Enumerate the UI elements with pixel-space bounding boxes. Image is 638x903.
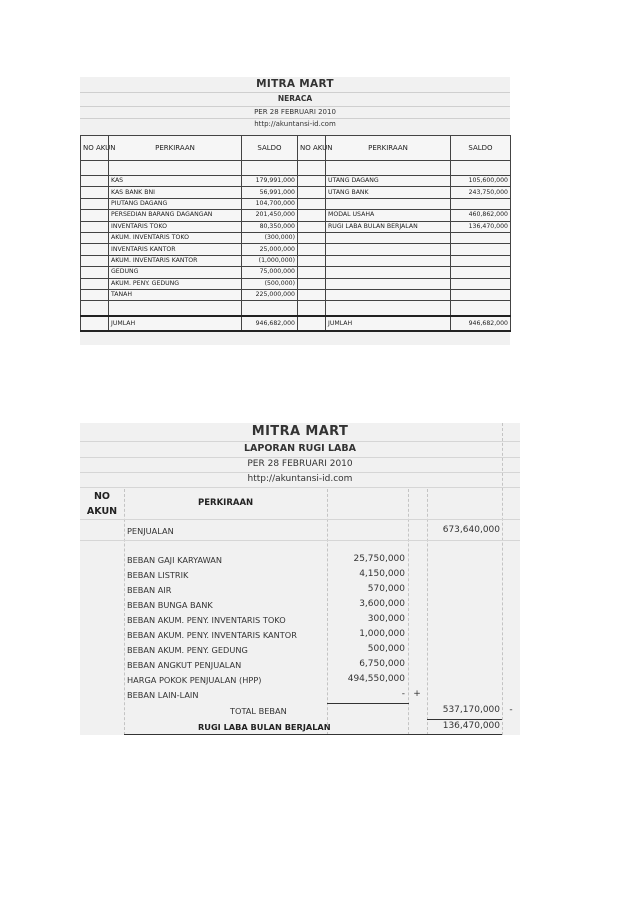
left-saldo: (500,000) <box>242 278 298 289</box>
bottom-border <box>124 734 502 735</box>
table-row <box>81 232 511 243</box>
expense-label: BEBAN LISTRIK <box>127 570 189 580</box>
expense-label: HARGA POKOK PENJUALAN (HPP) <box>127 675 262 685</box>
right-total-label: JUMLAH <box>326 316 451 331</box>
left-saldo: 80,350,000 <box>242 221 298 232</box>
table-row <box>81 289 511 300</box>
right-account: UTANG BANK <box>326 187 451 198</box>
right-account <box>326 289 451 300</box>
total-beban-label: TOTAL BEBAN <box>230 706 287 716</box>
right-account: UTANG DAGANG <box>326 176 451 187</box>
left-saldo: 104,700,000 <box>242 198 298 209</box>
grid-line <box>408 489 409 735</box>
table-row <box>81 255 511 266</box>
net-value: 136,470,000 <box>442 721 500 731</box>
expense-value: 500,000 <box>367 644 405 654</box>
right-account <box>326 244 451 255</box>
left-total-label: JUMLAH <box>109 316 242 331</box>
left-account: INVENTARIS TOKO <box>109 221 242 232</box>
divider <box>80 118 510 119</box>
expense-value: 4,150,000 <box>359 569 405 579</box>
left-saldo: 225,000,000 <box>242 289 298 300</box>
table-row <box>81 198 511 209</box>
neraca-company: MITRA MART <box>256 78 334 90</box>
table-row <box>81 176 511 187</box>
rugi-laba-url: http://akuntansi-id.com <box>247 474 353 484</box>
right-account <box>326 278 451 289</box>
neraca-date: PER 28 FEBRUARI 2010 <box>254 108 336 116</box>
grid-line <box>502 423 503 735</box>
saldo-header: SALDO <box>242 136 298 161</box>
right-saldo: 460,862,000 <box>451 210 511 221</box>
expense-label: BEBAN AKUM. PENY. INVENTARIS TOKO <box>127 615 286 625</box>
right-account <box>326 255 451 266</box>
left-account: PERSEDIAN BARANG DAGANGAN <box>109 210 242 221</box>
table-row <box>81 210 511 221</box>
table-row <box>81 244 511 255</box>
grid-line <box>80 540 520 541</box>
table-row <box>81 221 511 232</box>
right-saldo <box>451 267 511 278</box>
right-account <box>326 267 451 278</box>
rugi-laba-sheet <box>80 423 520 735</box>
table-row <box>81 187 511 198</box>
left-account: AKUM. PENY. GEDUNG <box>109 278 242 289</box>
neraca-sheet <box>80 77 510 345</box>
perkiraan-header: PERKIRAAN <box>109 136 242 161</box>
no-akun-header: NO AKUN <box>86 491 118 517</box>
perkiraan-header: PERKIRAAN <box>198 498 254 508</box>
total-row <box>81 316 511 331</box>
neraca-header-row <box>81 136 511 161</box>
right-saldo <box>451 232 511 243</box>
perkiraan-header: PERKIRAAN <box>326 136 451 161</box>
left-saldo: 75,000,000 <box>242 267 298 278</box>
left-account: KAS BANK BNI <box>109 187 242 198</box>
left-account: TANAH <box>109 289 242 300</box>
right-saldo <box>451 244 511 255</box>
left-saldo: 25,000,000 <box>242 244 298 255</box>
expense-label: BEBAN AIR <box>127 585 172 595</box>
left-account: AKUM. INVENTARIS KANTOR <box>109 255 242 266</box>
left-saldo: 179,991,000 <box>242 176 298 187</box>
total-underline <box>427 719 502 720</box>
grid-line <box>80 457 520 458</box>
expense-value: 300,000 <box>367 614 405 624</box>
neraca-url: http://akuntansi-id.com <box>254 120 336 128</box>
left-account: PIUTANG DAGANG <box>109 198 242 209</box>
right-account: MODAL USAHA <box>326 210 451 221</box>
left-account: GEDUNG <box>109 267 242 278</box>
expense-value: 6,750,000 <box>359 659 405 669</box>
grid-line <box>124 489 125 735</box>
expense-value: 494,550,000 <box>347 674 405 684</box>
minus-sign: - <box>509 705 513 715</box>
revenue-label: PENJUALAN <box>127 526 174 536</box>
expense-label: BEBAN ANGKUT PENJUALAN <box>127 660 242 670</box>
right-saldo <box>451 198 511 209</box>
right-account <box>326 232 451 243</box>
neraca-title: NERACA <box>277 94 313 103</box>
table-row <box>81 278 511 289</box>
grid-line <box>80 487 520 488</box>
table-row <box>81 161 511 176</box>
rugi-laba-title: LAPORAN RUGI LABA <box>243 443 357 454</box>
left-account: KAS <box>109 176 242 187</box>
divider <box>80 92 510 93</box>
expense-value: 570,000 <box>367 584 405 594</box>
rugi-laba-date: PER 28 FEBRUARI 2010 <box>247 459 353 469</box>
left-saldo: (300,000) <box>242 232 298 243</box>
expense-value: 3,600,000 <box>359 599 405 609</box>
right-account <box>326 198 451 209</box>
plus-sign: + <box>413 689 421 699</box>
net-label: RUGI LABA BULAN BERJALAN <box>198 722 331 732</box>
expense-label: BEBAN BUNGA BANK <box>127 600 213 610</box>
sum-underline <box>327 703 409 704</box>
grid-line <box>80 519 520 520</box>
expense-value: 25,750,000 <box>353 554 405 564</box>
right-saldo: 136,470,000 <box>451 221 511 232</box>
right-saldo: 243,750,000 <box>451 187 511 198</box>
left-total-saldo: 946,682,000 <box>242 316 298 331</box>
divider <box>80 106 510 107</box>
grid-line <box>80 441 520 442</box>
neraca-table <box>80 135 511 332</box>
table-row <box>81 301 511 317</box>
left-saldo: 201,450,000 <box>242 210 298 221</box>
right-total-saldo: 946,682,000 <box>451 316 511 331</box>
table-row <box>81 267 511 278</box>
no-akun-header: NO AKUN <box>81 136 109 161</box>
left-account: AKUM. INVENTARIS TOKO <box>109 232 242 243</box>
saldo-header: SALDO <box>451 136 511 161</box>
expense-label: BEBAN AKUM. PENY. INVENTARIS KANTOR <box>127 630 297 640</box>
right-saldo <box>451 278 511 289</box>
left-account: INVENTARIS KANTOR <box>109 244 242 255</box>
right-saldo: 105,600,000 <box>451 176 511 187</box>
left-saldo: (1,000,000) <box>242 255 298 266</box>
expense-label: BEBAN LAIN-LAIN <box>127 690 199 700</box>
expense-value: - <box>401 689 405 699</box>
rugi-laba-company: MITRA MART <box>251 424 349 439</box>
revenue-value: 673,640,000 <box>442 525 500 535</box>
grid-line <box>80 472 520 473</box>
right-saldo <box>451 289 511 300</box>
expense-value: 1,000,000 <box>359 629 405 639</box>
left-saldo: 56,991,000 <box>242 187 298 198</box>
total-beban-value: 537,170,000 <box>442 705 500 715</box>
no-akun-header: NO AKUN <box>298 136 326 161</box>
expense-label: BEBAN AKUM. PENY. GEDUNG <box>127 645 248 655</box>
right-account: RUGI LABA BULAN BERJALAN <box>326 221 451 232</box>
right-saldo <box>451 255 511 266</box>
expense-label: BEBAN GAJI KARYAWAN <box>127 555 222 565</box>
